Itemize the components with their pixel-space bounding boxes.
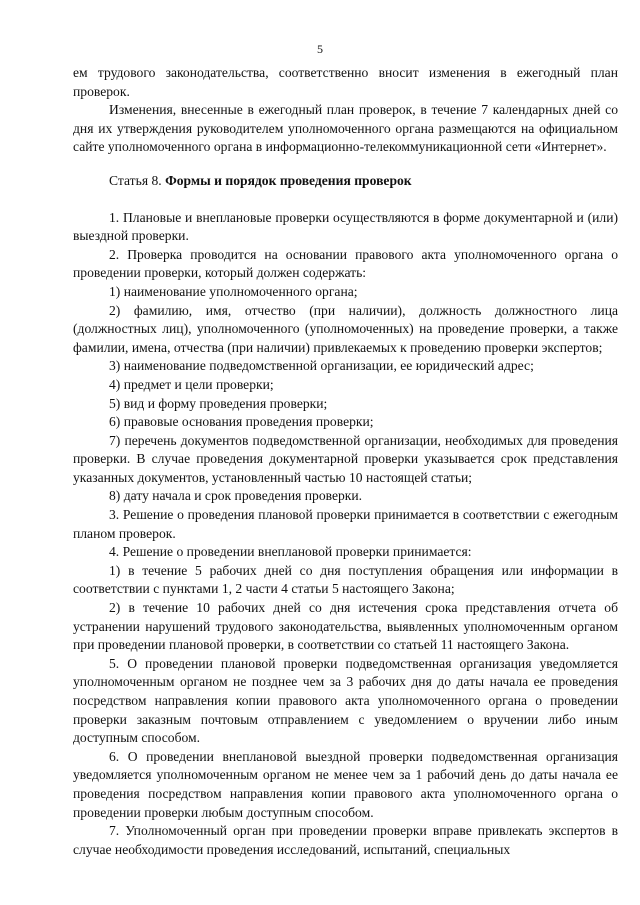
paragraph: 4. Решение о проведении внеплановой проверки принимается: [109,544,472,560]
list-item: 1) в течение 5 рабочих дней со дня поступления обращения или информации в соответствии с пунктами 1, 2 части 4 статьи 5 настоящего Закона; [73,562,618,597]
paragraph: 7. Уполномоченный орган при проведении проверки вправе привлекать экспертов в случае необходимости проведения исследований, испытаний, специальных [73,823,618,857]
document-body [73,64,618,859]
list-item: 4) предмет и цели проверки; [109,376,274,392]
intro-paragraph: Изменения, внесенные в ежегодный план проверок, в течение 7 календарных дней со дня их утверждения руководителем уполномоченного органа размещаются на официальном сайте уполномоченного органа в информационно-телекоммуникационной сети «Интернет». [73,102,618,155]
list-item: 8) дату начала и срок проведения проверки. [109,488,363,504]
paragraph: 1. Плановые и внеплановые проверки осуществляются в форме документарной и (или) выездной проверки. [73,209,618,244]
list-item: 5) вид и форму проведения проверки; [109,395,328,411]
paragraph: 5. О проведении плановой проверки подведомственная организация уведомляется уполномоченным органом не позднее чем за 3 рабочих дня до даты начала ее проведения посредством направления копии правового акта уполномоченного органа о проведении проверки заказным почтовым отправлением с уведомлением о вручении либо иным доступным способом. [73,655,618,746]
list-item: 6) правовые основания проведения проверки; [109,414,374,430]
paragraph: 3. Решение о проведения плановой проверки принимается в соответствии с ежегодным планом проверок. [73,507,618,541]
paragraph: 2. Проверка проводится на основании правового акта уполномоченного органа о проведении проверки, который должен содержать: [73,246,618,281]
page-number: 5 [317,42,323,56]
paragraph: 6. О проведении внеплановой выездной проверки подведомственная организация уведомляется уполномоченным органом не менее чем за 1 рабочий день до даты начала ее проведения посредством направления копии правового акта уполномоченного органа о проведении проверки любым доступным способом. [73,748,618,820]
list-item: 3) наименование подведомственной организации, ее юридический адрес; [109,358,534,374]
article-heading [73,172,618,191]
list-item: 1) наименование уполномоченного органа; [109,283,358,299]
list-item: 7) перечень документов подведомственной организации, необходимых для проведения проверки. В случае проведения документарной проверки указывается срок представления указанных документов, установленный частью 10 настоящей статьи; [73,432,618,485]
intro-paragraph: ем трудового законодательства, соответственно вносит изменения в ежегодный план проверок. [73,65,618,99]
article-prefix: Статья 8. [109,172,166,188]
list-item: 2) фамилию, имя, отчество (при наличии), должность должностного лица (должностных лиц), уполномоченного (уполномоченных) на проведение проверки, а также фамилии, имена, отчества (при наличии) привлекаемых к проведению проверки экспертов; [73,302,618,355]
article-title: Формы и порядок проведения проверок [165,172,412,188]
list-item: 2) в течение 10 рабочих дней со дня истечения срока представления отчета об устранении нарушений трудового законодательства, выявленных уполномоченным органом при проведении плановой проверки, в соответствии со статьей 11 настоящего Закона. [73,600,618,653]
